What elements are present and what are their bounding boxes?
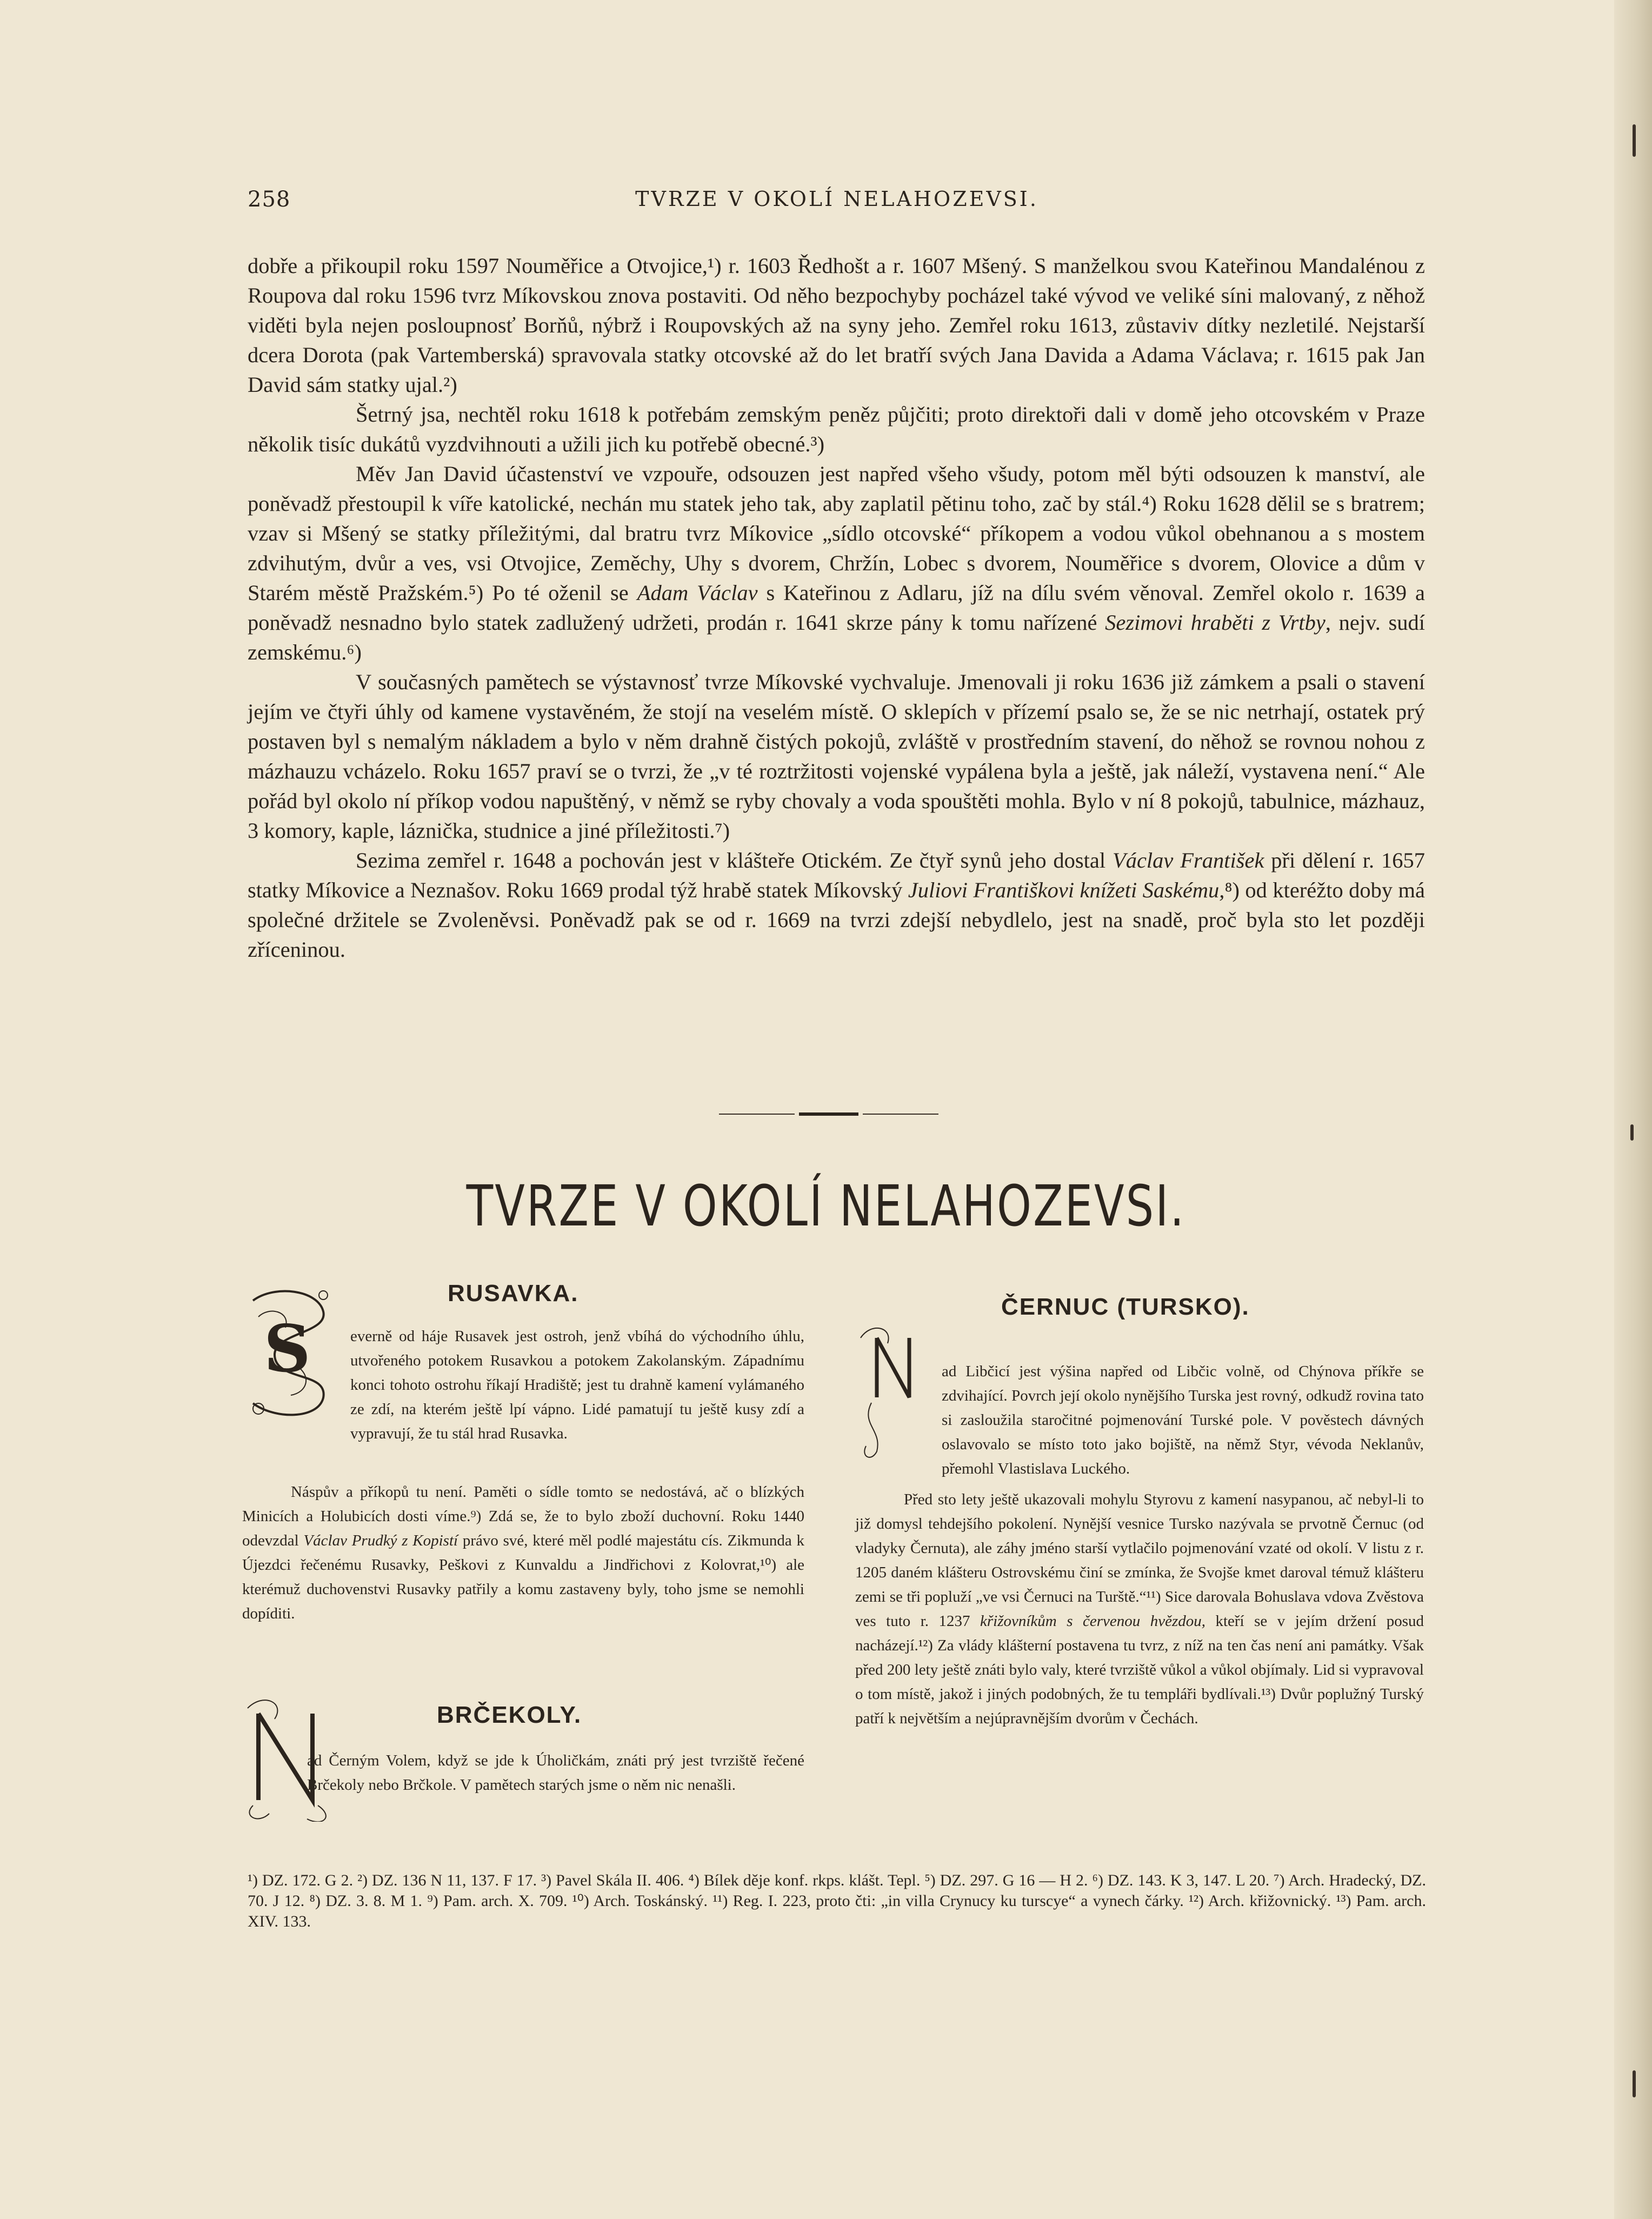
person-name: Sezimovi hraběti z Vrtby	[1105, 610, 1325, 635]
person-name: Juliovi Františkovi knížeti Saskému,	[908, 878, 1225, 902]
section-divider	[719, 1112, 903, 1116]
page-edge	[1614, 0, 1652, 2219]
person-name: Václav Prudký z Kopistí	[303, 1532, 458, 1549]
margin-mark	[1630, 1124, 1634, 1141]
cernuc-title: ČERNUC (TURSKO).	[1001, 1294, 1250, 1320]
section-title: TVRZE V OKOLÍ NELAHOZEVSI.	[466, 1173, 1186, 1239]
dropcap-letter: S	[264, 1311, 311, 1387]
order-name: křižovníkům s červenou hvězdou,	[980, 1612, 1205, 1630]
running-title: TVRZE V OKOLÍ NELAHOZEVSI.	[635, 187, 1038, 211]
margin-mark	[1633, 2070, 1636, 2097]
brcekoly-title: BRČEKOLY.	[437, 1702, 582, 1728]
paragraph: everně od háje Rusavek jest ostroh, jenž vbíhá do východního úhlu, utvořeného potokem Rusavkou a potokem Zakolanským. Západnímu konci tohoto ostrohu říkají Hradiště; jest tu drahně kamení vylámaného ze zdí, na kterém ještě lpí vápno. Lidé pamatují tu ještě kusy zdí a vypravují, že tu stál hrad Rusavka.	[350, 1328, 804, 1442]
paragraph: Náspův a příkopů tu není. Paměti o sídle tomto se nedostává, ač o blízkých Minicích a Holubicích dosti víme.⁹) Zdá se, že to bylo zboží duchovní. Roku 1440 odevzdal Václav Prudký z Kopistí právo své, které měl podlé majestátu cís. Zikmunda k Újezdci řečenému Rusavky, Peškovi z Kunvaldu a Jindřichovi z Kolovrat,¹⁰) ale kterémuž duchovenstvi Rusavky patřily a komu zastaveny byly, toho jsme se nemohli dopíditi.	[242, 1483, 805, 1622]
paragraph: dobře a přikoupil roku 1597 Nouměřice a Otvojice,¹) r. 1603 Ředhošt a r. 1607 Mšený. S manželkou svou Kateřinou Mandalénou z Roupova dal roku 1596 tvrz Míkovskou znova postaviti. Od něho bezpochyby pocházel také vývod ve veliké síni malovaný, z něhož viděti byla nejen posloupnosť Borňů, nýbrž i Roupovských až na syny jeho. Zemřel roku 1613, zůstaviv dítky nezletilé. Nejstarší dcera Dorota (pak Vartemberská) spravovala statky otcovské až do let bratří svých Jana Davida a Adama Václava; r. 1615 pak Jan David sám statky ujal.²)	[248, 254, 1425, 397]
paragraph: V současných pamětech se výstavnosť tvrze Míkovské vychvaluje. Jmenovali ji roku 1636 již zámkem a psali o stavení jejím ve čtyři úhly od kamene vystavěném, že stojí na veselém místě. O sklepích v přízemí psalo se, že se nic netrhají, ostatek prý postaven byl s nemalým nákladem a bylo v něm drahně čistých pokojů, zvláště v prostředním stavení, do něhož se rovnou nohou z mázhauzu vcházelo. Roku 1657 praví se o tvrzi, že „v té roztržitosti vojenské vypálena byla a ještě, jak náleží, vystavena není.“ Ale pořád byl okolo ní příkop vodou napuštěný, v němž se ryby chovaly a voda spouštěti mohla. Bylo v ní 8 pokojů, tabulnice, mázhauz, 3 komory, kaple, láznička, studnice a jiné příležitosti.⁷)	[248, 670, 1425, 843]
paragraph: Měv Jan David účastenství ve vzpouře, odsouzen jest napřed všeho všudy, potom měl býti odsouzen k manství, ale poněvadž přestoupil k víře katolické, nechán mu statek jeho tak, aby zaplatil pětinu toho, zač by stál.⁴) Roku 1628 dělil se s bratrem; vzav si Mšený se statky příležitými, dal bratru tvrz Míkovice „sídlo otcovské“ příkopem a vodou vůkol obehnanou a s mostem zdvihutým, dvůr a ves, vsi Otvojice, Zeměchy, Uhy s dvorem, Chržín, Lobec s dvorem, Nouměřice s dvorem, Olovice a dům v Starém městě Pražském.⁵) Po té oženil se Adam Václav s Kateřinou z Adlaru, jíž na dílu svém věnoval. Zemřel okolo r. 1639 a poněvadž nesnadno bylo statek zadlužený udržeti, prodán r. 1641 skrze pány k tomu nařízené Sezimovi hraběti z Vrtby, nejv. sudí zemskému.⁶)	[248, 462, 1425, 664]
paragraph: Šetrný jsa, nechtěl roku 1618 k potřebám zemským peněz půjčiti; proto direktoři dali v domě jeho otcovském v Praze několik tisíc dukátů vyzdvihnouti a užili jich ku potřebě obecné.³)	[248, 402, 1425, 456]
paragraph: Před sto lety ještě ukazovali mohylu Styrovu z kamení nasypanou, ač nebyl-li to již domysl tehdejšího pokolení. Nynější vesnice Tursko nazývala se prvotně Černuc (od vladyky Černuta), ale záhy jméno starší vytlačilo pojmenování vzaté od okolí. V listu z r. 1205 daném klášteru Ostrovskému činí se zmínka, že Svojše kmet daroval témuž klášteru zemi se tři popluží „ve vsi Černuci na Turště.“¹¹) Sice darovala Bohuslava vdova Zvěstova ves tuto r. 1237 křižovníkům s červenou hvězdou, kteří se v jejím držení posud nacházejí.¹²) Za vlády klášterní postavena tu tvrz, z níž na ten čas není ani památky. Však před 200 lety ještě znáti bylo valy, které tvrziště vůkol a vůkol objímaly. Lid si vypravoval o tom místě, jakož i jiných podobných, že tu templáři bydlívali.¹³) Dvůr poplužný Turský patří k největším a nejúpravnějším dvorům v Čechách.	[855, 1491, 1424, 1727]
footnote-text: ¹) DZ. 172. G 2. ²) DZ. 136 N 11, 137. F 17. ³) Pavel Skála II. 406. ⁴) Bílek děje konf. rkps. klášt. Tepl. ⁵) DZ. 297. G 16 — H 2. ⁶) DZ. 143. K 3, 147. L 20. ⁷) Arch. Hradecký, DZ. 70. J 12. ⁸) DZ. 3. 8. M 1. ⁹) Pam. arch. X. 709. ¹⁰) Arch. Toskánský. ¹¹) Reg. I. 223, proto čti: „in villa Crynucy ku turscye“ a vynech čárky. ¹²) Arch. křižovnický. ¹³) Pam. arch. XIV. 133.	[248, 1871, 1426, 1930]
brcekoly-section	[242, 1692, 804, 1849]
page-header	[248, 187, 1426, 219]
main-text	[248, 251, 1425, 964]
paragraph: ad Libčicí jest výšina napřed od Libčic volně, od Chýnova příkře se zdvihající. Povrch její okolo nynějšího Turska jest rovný, odkudž rovina tato si zasloužila staročitné pojmenování Turské pole. V pověstech dávných oslavovalo se místo toto jako bojiště, na němž Styr, vévoda Neklanův, přemohl Vlastislava Luckého.	[942, 1363, 1424, 1477]
person-name: Václav František	[1112, 848, 1264, 872]
cernuc-text	[855, 1360, 1424, 1731]
page-number: 258	[248, 187, 291, 212]
person-name: Adam Václav	[637, 581, 758, 605]
rusavka-title: RUSAVKA.	[448, 1280, 579, 1307]
rusavka-continued	[242, 1280, 804, 1480]
margin-mark	[1633, 124, 1636, 157]
paragraph: ad Černým Volem, když se jde k Úholičkám, znáti prý jest tvrziště řečené Brčekoly nebo Brčkole. V pamětech starých jsme o něm nic nenašli.	[307, 1752, 804, 1794]
rusavka-p2	[242, 1480, 804, 1626]
paragraph: Sezima zemřel r. 1648 a pochován jest v klášteře Otickém. Ze čtyř synů jeho dostal Václav František při dělení r. 1657 statky Míkovice a Neznašov. Roku 1669 prodal týž hrabě statek Míkovský Juliovi Františkovi knížeti Saskému,⁸) od kteréžto doby má společné držitele se Zvoleněvsi. Poněvadž pak se od r. 1669 na tvrzi zdejší nebydlelo, jest na snadě, proč byla sto let později zříceninou.	[248, 848, 1425, 962]
footnotes	[248, 1870, 1426, 1932]
